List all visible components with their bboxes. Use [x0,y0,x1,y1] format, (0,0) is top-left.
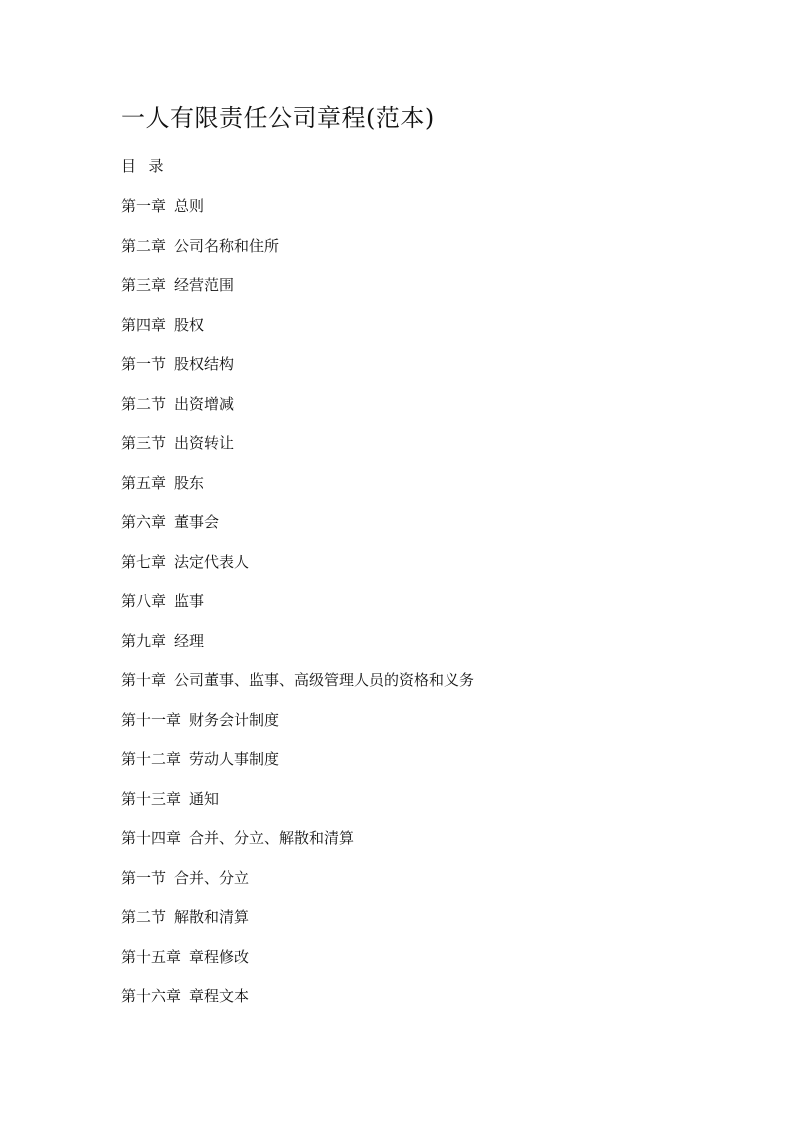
toc-entry-title: 解散和清算 [174,908,250,926]
toc-entry-title: 劳动人事制度 [189,750,280,768]
toc-entry-number: 第五章 [121,473,167,492]
toc-entry [121,353,474,393]
toc-entry-number: 第七章 [121,552,167,571]
toc-entry [121,511,474,551]
toc-entry-title: 法定代表人 [174,552,250,571]
toc-entry-number: 第三章 [121,276,167,294]
toc-entry-number: 第一章 [121,197,167,215]
toc-entry [121,472,474,512]
toc-entry-title: 董事会 [174,513,220,531]
toc-entry [121,314,474,354]
toc-entry-number: 第二节 [121,908,167,926]
toc-entry-title: 章程文本 [189,987,250,1005]
toc-entry [121,590,474,630]
toc-entry [121,946,474,986]
document-title: 一人有限责任公司章程(范本) [121,104,435,132]
toc-entry-title: 合并、分立、解散和清算 [189,829,355,847]
toc-entry [121,235,474,275]
toc-entry-title: 公司董事、监事、高级管理人员的资格和义务 [174,671,475,689]
toc-entry-number: 第十一章 [121,710,182,729]
toc-entry-number: 第十四章 [121,829,182,847]
toc-entry-title: 出资转让 [174,434,235,452]
toc-entry-title: 监事 [174,592,205,610]
toc-entry-title: 经理 [174,631,205,650]
toc-entry-title: 股东 [174,473,205,492]
toc-entry-title: 合并、分立 [174,868,250,887]
toc-entry-title: 股权 [174,315,205,334]
toc-entry [121,748,474,788]
toc-entry-title: 财务会计制度 [189,710,280,729]
toc-entry-title: 通知 [189,789,220,808]
toc-entry-number: 第十章 [121,671,167,689]
toc-entry [121,709,474,749]
toc-entry-number: 第九章 [121,631,167,650]
toc-entry [121,274,474,314]
toc-entry-number: 第二章 [121,236,167,255]
toc-entry [121,788,474,828]
toc-entry [121,867,474,907]
toc-entry-title: 经营范围 [174,276,235,294]
toc-entry [121,551,474,591]
toc-entry-number: 第二节 [121,394,167,413]
toc-entry-number: 第十六章 [121,987,182,1005]
toc-entry [121,195,474,235]
toc-entry-title: 股权结构 [174,355,235,373]
toc-entry-number: 第六章 [121,513,167,531]
toc-entry-number: 第十二章 [121,750,182,768]
table-of-contents [121,195,474,1025]
toc-entry [121,393,474,433]
toc-entry-number: 第十三章 [121,789,182,808]
toc-entry-number: 第四章 [121,315,167,334]
toc-entry-number: 第十五章 [121,947,182,966]
toc-entry-title: 总则 [174,197,205,215]
toc-entry-number: 第一节 [121,868,167,887]
toc-heading: 目 录 [121,157,165,175]
toc-entry-number: 第三节 [121,434,167,452]
toc-entry [121,630,474,670]
toc-entry-title: 出资增减 [174,394,235,413]
toc-entry [121,669,474,709]
toc-entry-number: 第八章 [121,592,167,610]
toc-entry [121,985,474,1025]
toc-entry [121,827,474,867]
toc-entry-title: 章程修改 [189,947,250,966]
toc-entry [121,432,474,472]
toc-entry-title: 公司名称和住所 [174,236,280,255]
toc-entry [121,906,474,946]
toc-entry-number: 第一节 [121,355,167,373]
